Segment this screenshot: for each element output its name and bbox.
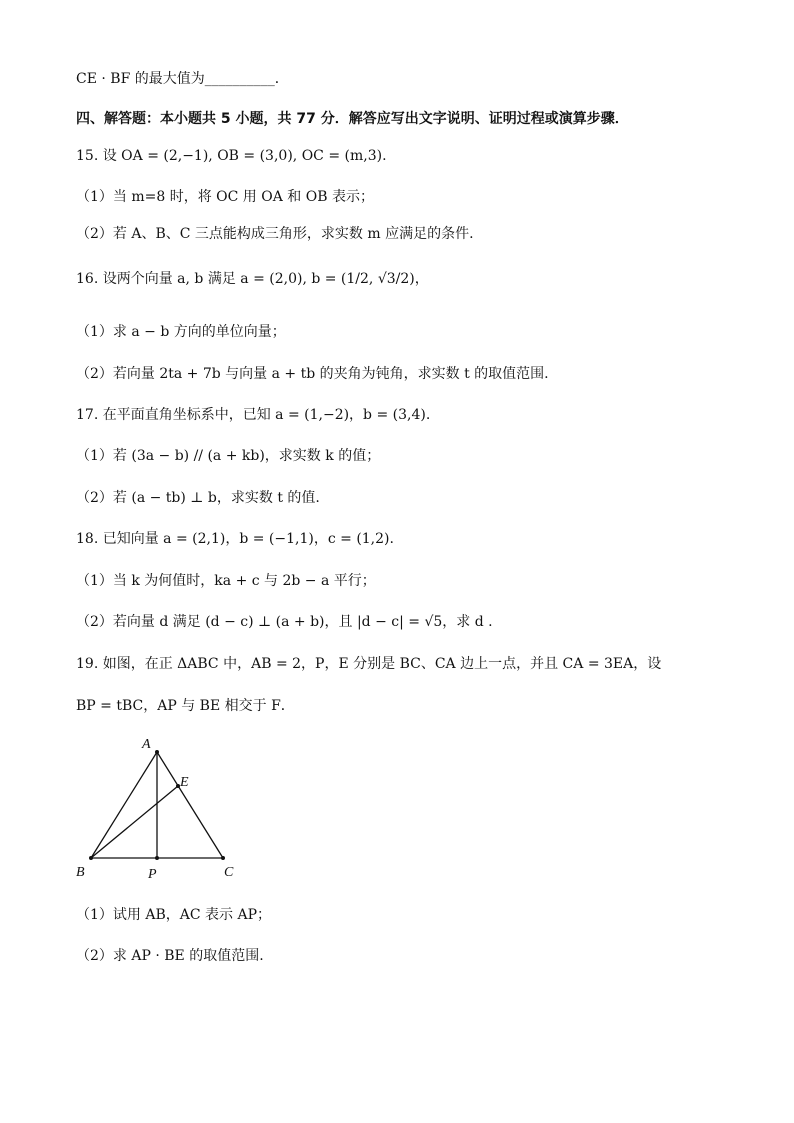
problem-19-cont: BP = tBC，AP 与 BE 相交于 F．: [76, 698, 295, 714]
triangle-diagram: [70, 728, 250, 888]
label-b: B: [76, 865, 85, 880]
problem-18: 18. 已知向量 a = (2,1)，b = (−1,1)，c = (1,2).: [76, 531, 394, 547]
edge-ac: [157, 752, 223, 858]
segment-be: [91, 786, 178, 858]
problem-17: 17. 在平面直角坐标系中，已知 a = (1,−2)，b = (3,4).: [76, 407, 431, 423]
edge-ab: [91, 752, 157, 858]
label-c: C: [224, 865, 234, 880]
problem-16-part-2: （2）若向量 2ta + 7b 与向量 a + tb 的夹角为钝角，求实数 t 的取值范围.: [76, 366, 549, 382]
vertex-a-point: [155, 750, 159, 754]
problem-19-part-2: （2）求 AP · BE 的取值范围.: [76, 948, 264, 964]
problem-19-part-1: （1）试用 AB，AC 表示 AP；: [76, 907, 272, 923]
problem-17-part-2: （2）若 (a − tb) ⊥ b，求实数 t 的值.: [76, 490, 320, 506]
vertex-b-point: [89, 856, 93, 860]
problem-16: 16. 设两个向量 a, b 满足 a = (2,0), b = (1/2, √3/2)，: [76, 271, 429, 287]
vertex-c-point: [221, 856, 225, 860]
label-e: E: [180, 775, 189, 790]
line-1: CE · BF 的最大值为__________．: [76, 71, 289, 87]
label-p: P: [148, 867, 157, 882]
problem-18-part-2: （2）若向量 d 满足 (d − c) ⊥ (a + b)，且 |d − c| = √5，求 d .: [76, 614, 493, 630]
problem-18-part-1: （1）当 k 为何值时，ka + c 与 2b − a 平行；: [76, 573, 376, 589]
problem-16-part-1: （1）求 a − b 方向的单位向量；: [76, 324, 286, 340]
problem-15-part-2: （2）若 A、B、C 三点能构成三角形，求实数 m 应满足的条件.: [76, 226, 474, 242]
problem-19: 19. 如图，在正 ΔABC 中，AB = 2，P，E 分别是 BC、CA 边上一点，并且 CA = 3EA，设: [76, 656, 662, 672]
label-a: A: [142, 737, 151, 752]
point-p: [155, 856, 159, 860]
section-heading: 四、解答题：本小题共 5 小题，共 77 分．解答应写出文字说明、证明过程或演算步骤．: [76, 111, 629, 127]
problem-15: 15. 设 OA = (2,−1), OB = (3,0), OC = (m,3).: [76, 148, 387, 164]
problem-17-part-1: （1）若 (3a − b) // (a + kb)，求实数 k 的值；: [76, 448, 381, 464]
problem-15-part-1: （1）当 m=8 时，将 OC 用 OA 和 OB 表示；: [76, 189, 374, 205]
